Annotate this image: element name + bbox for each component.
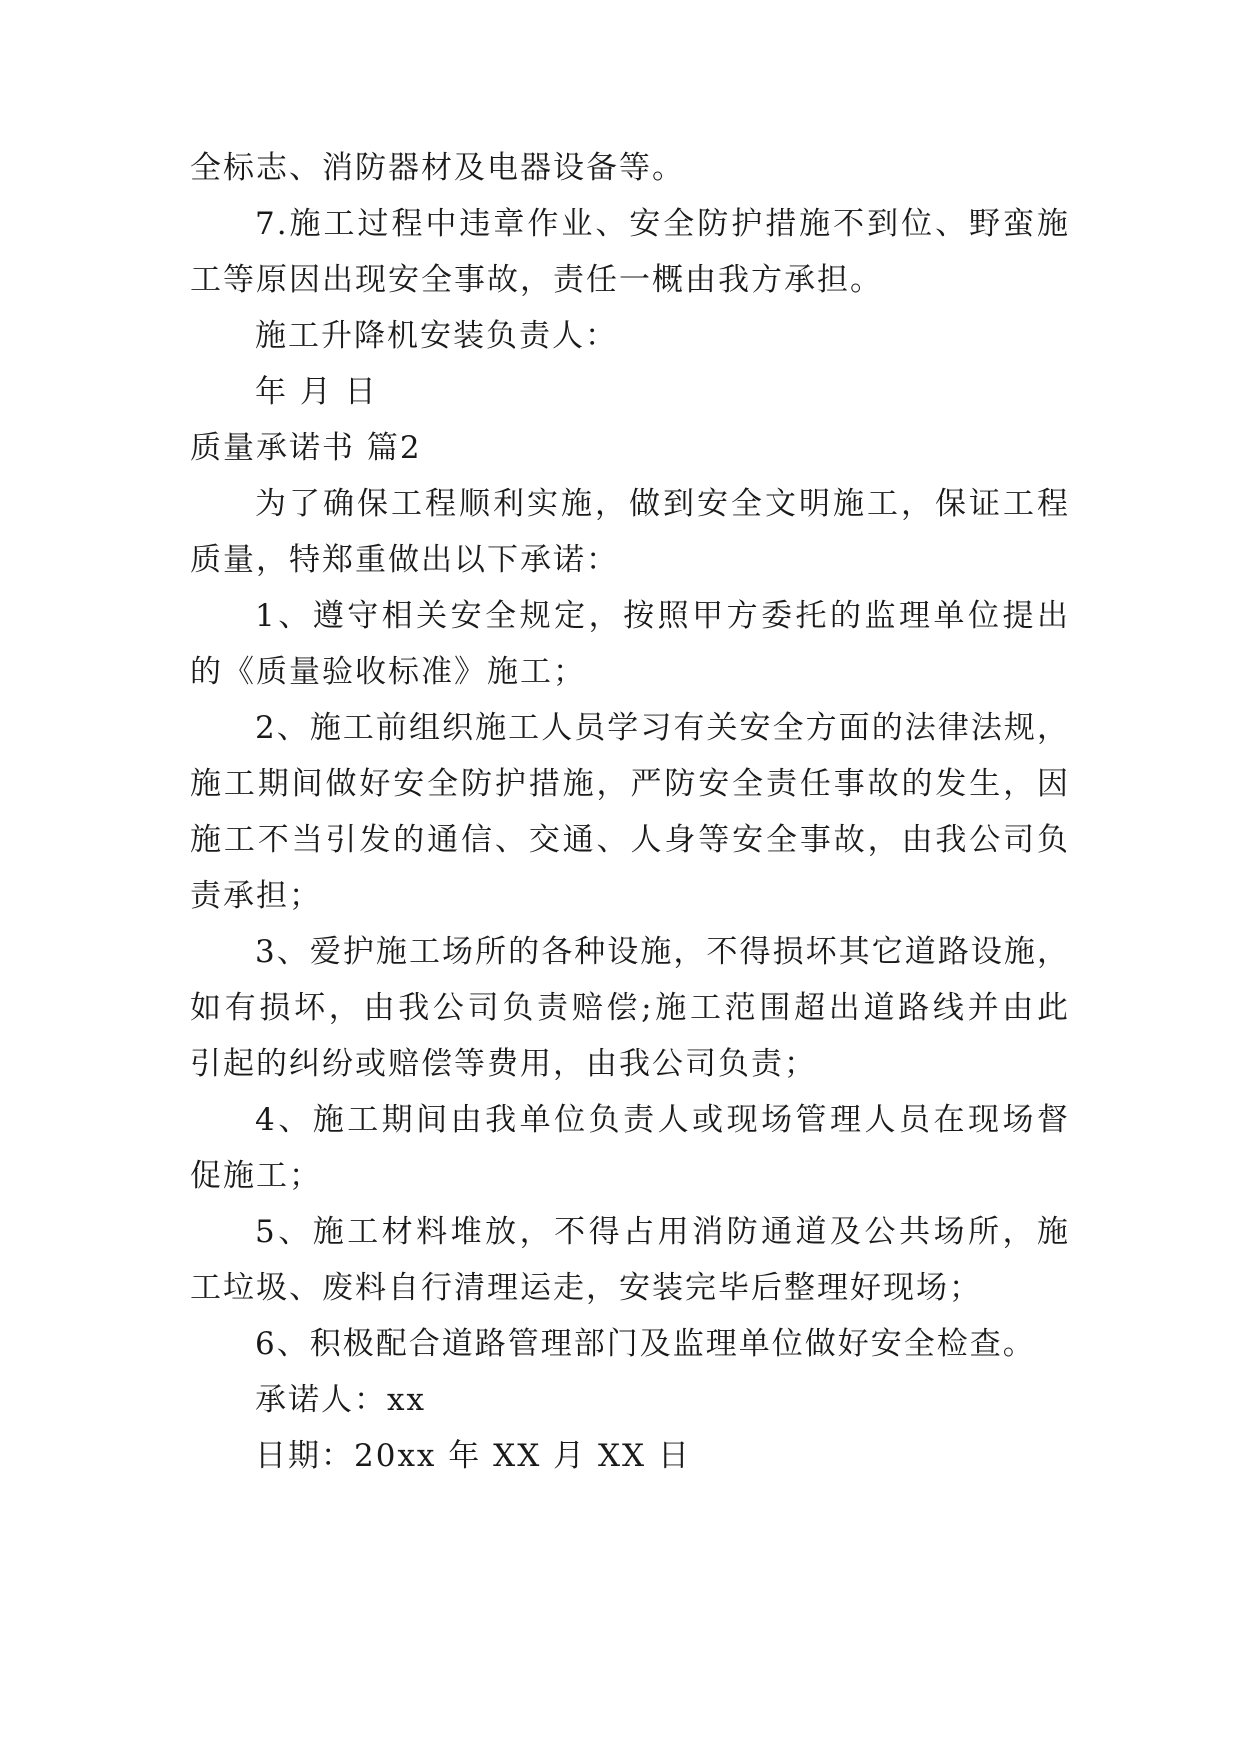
text-line: 施工期间做好安全防护措施，严防安全责任事故的发生，因 <box>190 766 1070 802</box>
text-line: 工等原因出现安全事故，责任一概由我方承担。 <box>190 262 883 298</box>
text-line: 如有损坏，由我公司负责赔偿;施工范围超出道路线并由此 <box>190 990 1070 1026</box>
clause-2: 2、施工前组织施工人员学习有关安全方面的法律法规， <box>255 710 1070 746</box>
text-line: 质量，特郑重做出以下承诺： <box>190 542 619 578</box>
text-line: 全标志、消防器材及电器设备等。 <box>190 150 685 186</box>
clause-5: 5、施工材料堆放，不得占用消防通道及公共场所，施 <box>255 1214 1070 1250</box>
section-title: 质量承诺书 篇2 <box>190 430 422 466</box>
clause-6: 6、积极配合道路管理部门及监理单位做好安全检查。 <box>255 1326 1036 1362</box>
clause-3: 3、爱护施工场所的各种设施，不得损坏其它道路设施， <box>255 934 1070 970</box>
text-line: 的《质量验收标准》施工； <box>190 654 586 690</box>
clause-1: 1、遵守相关安全规定，按照甲方委托的监理单位提出 <box>255 598 1070 634</box>
date-line: 日期：20xx 年 XX 月 XX 日 <box>255 1438 691 1474</box>
date-placeholder: 年 月 日 <box>255 374 378 410</box>
text-line: 促施工； <box>190 1158 322 1194</box>
text-line: 引起的纠纷或赔偿等费用，由我公司负责； <box>190 1046 817 1082</box>
text-line: 工垃圾、废料自行清理运走，安装完毕后整理好现场； <box>190 1270 982 1306</box>
text-line: 施工不当引发的通信、交通、人身等安全事故，由我公司负 <box>190 822 1070 858</box>
promisor-line: 承诺人：xx <box>255 1382 426 1418</box>
clause-4: 4、施工期间由我单位负责人或现场管理人员在现场督 <box>255 1102 1070 1138</box>
intro-paragraph: 为了确保工程顺利实施，做到安全文明施工，保证工程 <box>255 486 1070 522</box>
signatory-label: 施工升降机安装负责人： <box>255 318 618 354</box>
text-line: 责承担； <box>190 878 322 914</box>
clause-7: 7.施工过程中违章作业、安全防护措施不到位、野蛮施 <box>255 206 1070 242</box>
